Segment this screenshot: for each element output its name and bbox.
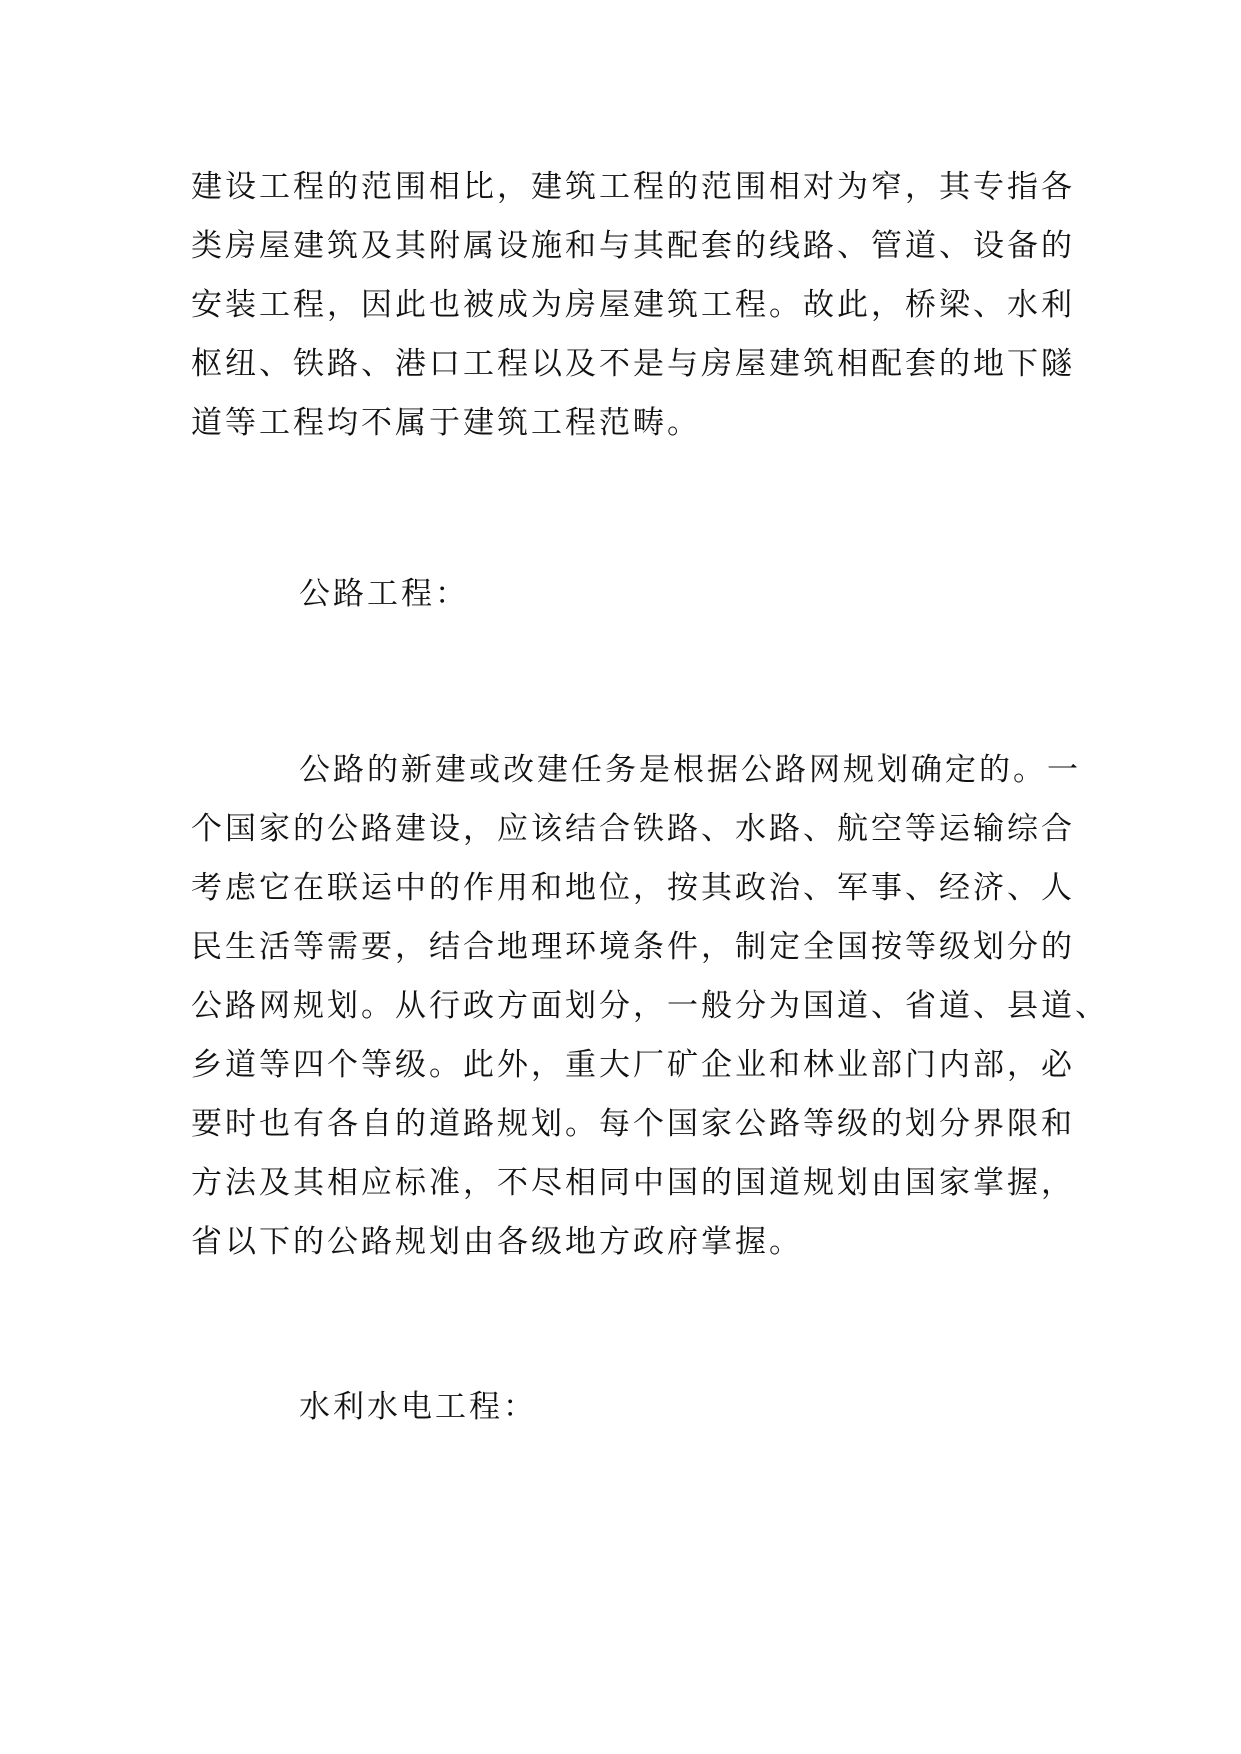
paragraph-line: 省以下的公路规划由各级地方政府掌握。	[191, 1224, 803, 1260]
paragraph-line: 乡道等四个等级。此外，重大厂矿企业和林业部门内部，必	[191, 1047, 1075, 1083]
paragraph-line: 类房屋建筑及其附属设施和与其配套的线路、管道、设备的	[191, 228, 1075, 264]
paragraph-line: 方法及其相应标准，不尽相同中国的国道规划由国家掌握，	[191, 1165, 1075, 1201]
paragraph-line: 建设工程的范围相比，建筑工程的范围相对为窄，其专指各	[191, 169, 1075, 205]
paragraph-line: 公路的新建或改建任务是根据公路网规划确定的。一	[299, 752, 1081, 788]
paragraph-line: 要时也有各自的道路规划。每个国家公路等级的划分界限和	[191, 1106, 1075, 1142]
heading-text: 水利水电工程：	[299, 1389, 537, 1425]
paragraph-line: 民生活等需要，结合地理环境条件，制定全国按等级划分的	[191, 929, 1075, 965]
paragraph-line: 安装工程，因此也被成为房屋建筑工程。故此，桥梁、水利	[191, 287, 1075, 323]
paragraph-highway-planning	[191, 741, 1109, 1272]
heading-text: 公路工程：	[299, 576, 469, 612]
paragraph-line: 道等工程均不属于建筑工程范畴。	[191, 405, 701, 441]
section-heading-hydro	[191, 1378, 1071, 1437]
paragraph-line: 公路网规划。从行政方面划分，一般分为国道、省道、县道、	[191, 988, 1109, 1024]
section-heading-highway	[191, 565, 1071, 624]
paragraph-line: 个国家的公路建设，应该结合铁路、水路、航空等运输综合	[191, 811, 1075, 847]
paragraph-line: 考虑它在联运中的作用和地位，按其政治、军事、经济、人	[191, 870, 1075, 906]
paragraph-line: 枢纽、铁路、港口工程以及不是与房屋建筑相配套的地下隧	[191, 346, 1075, 382]
paragraph-construction-scope	[191, 158, 1075, 453]
